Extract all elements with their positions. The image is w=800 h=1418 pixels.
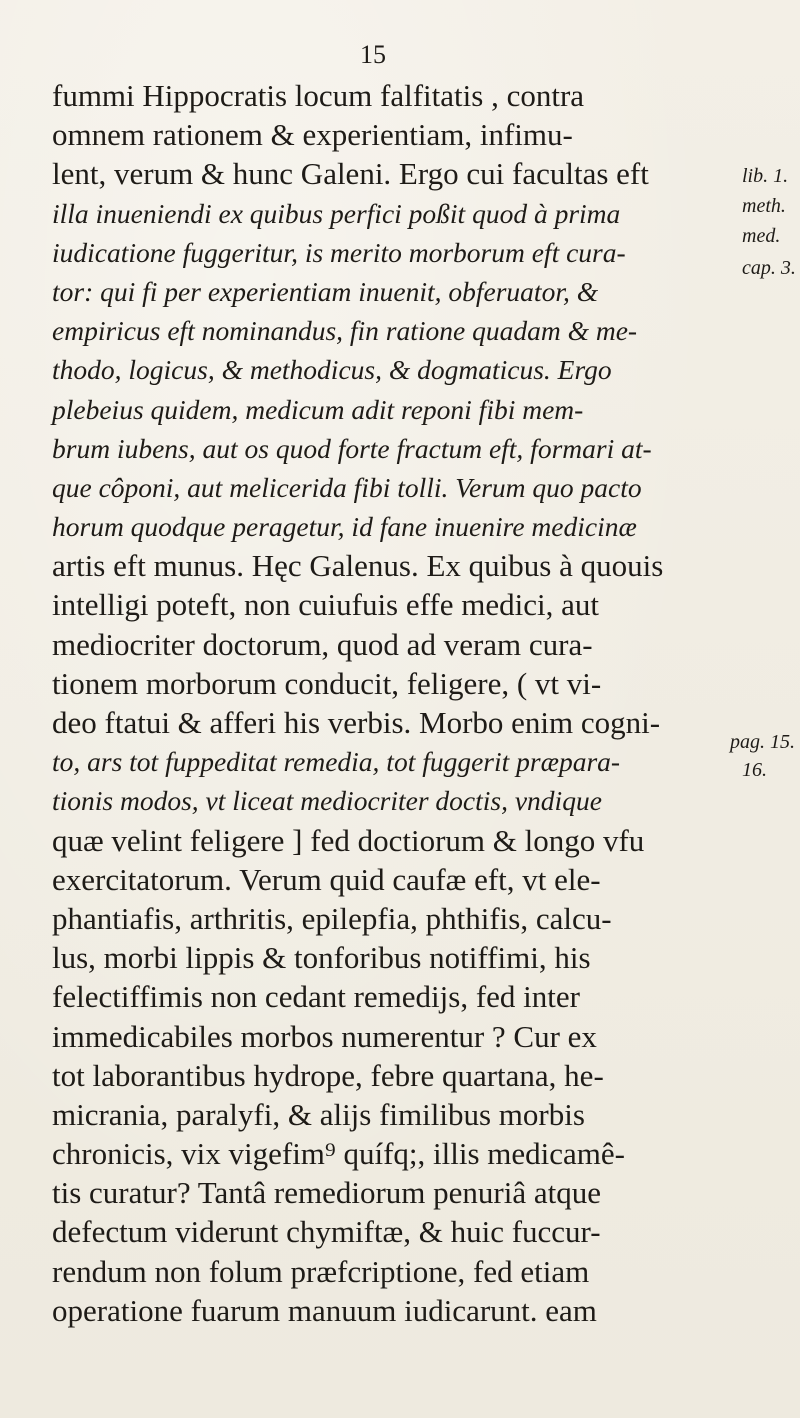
text-line: brum iubens, aut os quod forte fractum eft, formari at-: [52, 432, 652, 464]
text-line: que côponi, aut melicerida fibi tolli. Verum quo pacto: [52, 471, 642, 503]
text-line: micrania, paralyfi, & alijs fimilibus morbis: [52, 1096, 585, 1132]
text-line: to, ars tot fuppeditat remedia, tot fuggerit præpara-: [52, 746, 621, 778]
text-line: tionem morborum conducit, feligere, ( vt vi-: [52, 665, 602, 701]
text-line: operatione fuarum manuum iudicarunt. eam: [52, 1292, 597, 1328]
margin-note: cap. 3.: [742, 257, 796, 279]
text-line: intelligi poteft, non cuiufuis effe medici, aut: [52, 587, 599, 623]
margin-note: meth.: [742, 195, 786, 217]
text-line: tot laborantibus hydrope, febre quartana, he-: [52, 1057, 604, 1093]
text-line: mediocriter doctorum, quod ad veram cura-: [52, 626, 593, 662]
text-line: exercitatorum. Verum quid caufæ eft, vt ele-: [52, 861, 601, 897]
text-line: omnem rationem & experientiam, infimu-: [52, 117, 573, 153]
text-line: immedicabiles morbos numerentur ? Cur ex: [52, 1018, 597, 1054]
text-line: iudicatione fuggeritur, is merito morborum eft cura-: [52, 236, 626, 268]
text-line: tor: qui fi per experientiam inuenit, obferuator, &: [52, 275, 599, 307]
text-line: plebeius quidem, medicum adit reponi fibi mem-: [52, 393, 584, 425]
page-number: 15: [360, 40, 386, 69]
text-line: lus, morbi lippis & tonforibus notiffimi, his: [52, 940, 591, 976]
text-line: fummi Hippocratis locum falfitatis , contra: [52, 78, 585, 113]
margin-note: med.: [742, 225, 781, 247]
margin-note: 16.: [742, 759, 767, 781]
text-line: defectum viderunt chymiftæ, & huic fuccur-: [52, 1214, 601, 1250]
text-line: rendum non folum præfcriptione, fed etiam: [52, 1253, 590, 1289]
text-line: chronicis, vix vigefim⁹ quífq;, illis medicamê-: [52, 1136, 625, 1172]
text-line: empiricus eft nominandus, fin ratione quadam & me-: [52, 315, 638, 347]
text-line: illa inueniendi ex quibus perfici poßit quod à prima: [52, 197, 621, 229]
text-line: tionis modos, vt liceat mediocriter doctis, vndique: [52, 785, 602, 817]
text-line: quæ velint feligere ] fed doctiorum & longo vfu: [52, 822, 645, 858]
text-line: deo ftatui & afferi his verbis. Morbo enim cogni-: [52, 705, 661, 740]
margin-note: lib. 1.: [742, 165, 789, 187]
margin-note: pag. 15.: [730, 731, 795, 753]
text-line: horum quodque peragetur, id fane inuenire medicinæ: [52, 511, 637, 543]
text-line: tis curatur? Tantâ remediorum penuriâ atque: [52, 1175, 602, 1211]
body-text: [52, 76, 732, 1330]
text-line: phantiafis, arthritis, epilepfia, phthifis, calcu-: [52, 900, 612, 936]
text-line: felectiffimis non cedant remedijs, fed inter: [52, 979, 580, 1015]
text-line: artis eft munus. Hęc Galenus. Ex quibus à quouis: [52, 548, 664, 584]
text-line: lent, verum & hunc Galeni. Ergo cui facultas eft: [52, 156, 649, 192]
text-line: thodo, logicus, & methodicus, & dogmaticus. Ergo: [52, 354, 612, 386]
